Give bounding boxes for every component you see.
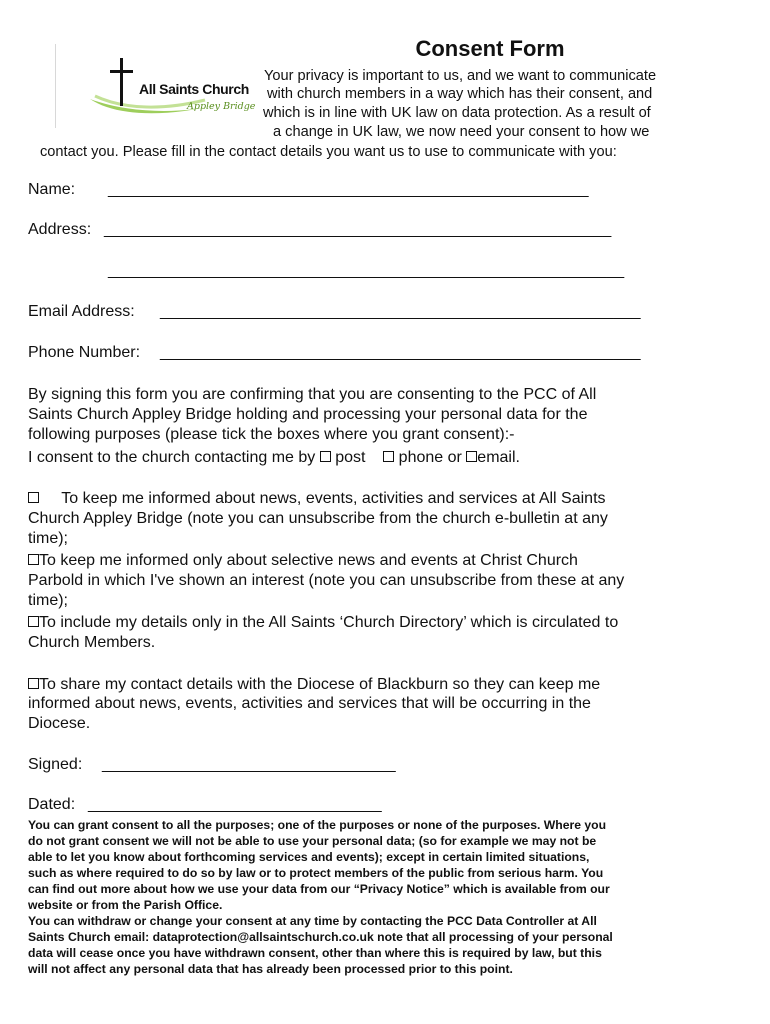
statement-line: By signing this form you are confirming that you are consenting to the PCC of All (28, 386, 597, 403)
statement-line: Saints Church Appley Bridge holding and processing your personal data for the (28, 406, 588, 423)
email-label: email. (477, 449, 520, 466)
statement-line: following purposes (please tick the boxes where you grant consent):- (28, 426, 515, 443)
signed-field[interactable]: _________________________________ (102, 756, 396, 773)
intro-line: with church members in a way which has their consent, and (267, 86, 653, 102)
purpose-checkbox[interactable] (28, 554, 39, 565)
email-label: Email Address: (28, 303, 135, 320)
address-label: Address: (28, 221, 92, 238)
phone-label: Phone Number: (28, 344, 141, 361)
purpose-line: To include my details only in the All Saints ‘Church Directory’ which is circulated to (39, 614, 619, 631)
name-field[interactable]: ______________________________________________________ (108, 181, 589, 198)
intro-line: contact you. Please fill in the contact details you want us to use to communicate with you: (40, 144, 617, 160)
purpose-item (28, 675, 600, 696)
phone-field[interactable]: ______________________________________________________ (160, 344, 641, 361)
footer-line: such as where required to do so by law or to protect members of the public from serious harm. You (28, 866, 604, 880)
footer-line: Saints Church email: dataprotection@allsaintschurch.co.uk note that all processing of your personal (28, 930, 613, 944)
name-label: Name: (28, 181, 76, 198)
address-field-2[interactable]: __________________________________________________________ (108, 262, 625, 279)
intro-line: Your privacy is important to us, and we want to communicate (264, 68, 657, 84)
purpose-checkbox[interactable] (28, 492, 39, 503)
purpose-item (28, 613, 618, 634)
purpose-checkbox[interactable] (28, 616, 39, 627)
page-title: Consent Form (415, 36, 565, 61)
purpose-checkbox[interactable] (28, 678, 39, 689)
purpose-line: Parbold in which I've shown an interest (note you can unsubscribe from these at any (28, 572, 625, 589)
footer-line: can find out more about how we use your data from our “Privacy Notice” which is available from our (28, 882, 610, 896)
intro-line: which is in line with UK law on data protection. As a result of (263, 105, 651, 121)
purpose-line: To keep me informed about news, events, activities and services at All Saints (61, 490, 606, 507)
dated-label: Dated: (28, 796, 76, 813)
footer-line: You can withdraw or change your consent at any time by contacting the PCC Data Controller at All (28, 914, 597, 928)
contact-prefix: I consent to the church contacting me by (28, 449, 316, 466)
cross-icon (120, 58, 123, 106)
phone-label: phone or (398, 449, 462, 466)
post-checkbox[interactable] (320, 451, 331, 462)
purpose-line: To share my contact details with the Diocese of Blackburn so they can keep me (39, 676, 601, 693)
contact-methods (28, 448, 520, 469)
dated-field[interactable]: _________________________________ (88, 796, 382, 813)
footer-line: You can grant consent to all the purposes; one of the purposes or none of the purposes. Where you (28, 818, 607, 832)
footer-line: able to let you know about forthcoming services and events); except in certain limited situations, (28, 850, 590, 864)
email-checkbox[interactable] (466, 451, 477, 462)
address-field[interactable]: _________________________________________________________ (104, 221, 612, 238)
purpose-line: To keep me informed only about selective news and events at Christ Church (39, 552, 578, 569)
logo-name: All Saints Church (139, 81, 249, 97)
footer-line: website or from the Parish Office. (28, 898, 223, 912)
purpose-line: time); (28, 530, 68, 547)
purpose-line: Church Appley Bridge (note you can unsubscribe from the church e-bulletin at any (28, 510, 608, 527)
footer-line: will not affect any personal data that has already been processed prior to this point. (28, 962, 513, 976)
signed-label: Signed: (28, 756, 83, 773)
footer-line: data will cease once you have withdrawn consent, other than where this is required by law, but this (28, 946, 602, 960)
footer-line: do not grant consent we will not be able to use your personal data; (so for example we may not be (28, 834, 597, 848)
purpose-item (28, 551, 578, 572)
intro-line: a change in UK law, we now need your consent to how we (273, 124, 650, 140)
purpose-line: time); (28, 592, 68, 609)
purpose-item (28, 489, 606, 510)
purpose-line: Church Members. (28, 634, 156, 651)
email-field[interactable]: ______________________________________________________ (160, 303, 641, 320)
purpose-line: Diocese. (28, 715, 91, 732)
logo-subtitle: Appley Bridge (187, 101, 256, 112)
phone-checkbox[interactable] (383, 451, 394, 462)
purpose-line: informed about news, events, activities and services that will be occurring in the (28, 695, 591, 712)
post-label: post (335, 449, 366, 466)
